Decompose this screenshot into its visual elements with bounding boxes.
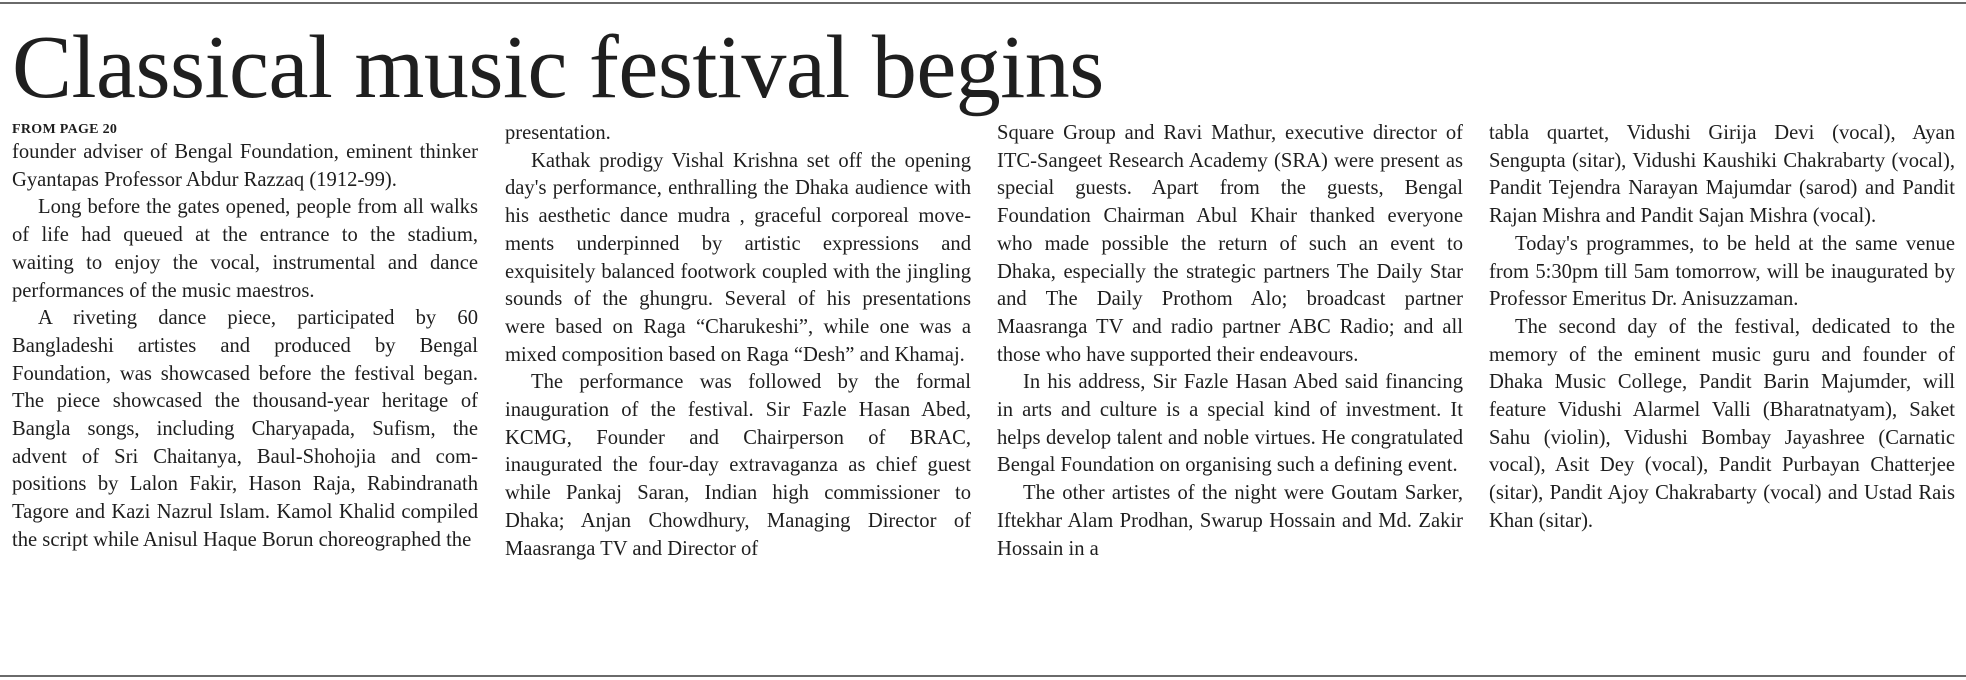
top-rule: [0, 2, 1966, 4]
paragraph: tabla quartet, Vidushi Girija Devi (vocal), Ayan Sengupta (sitar), Vidushi Kaushiki Chakrabarty (vocal), Pandit Tejendra Narayan Majumdar (sarod) and Pandit Rajan Mishra and Pandit Sajan Mishra (vocal).: [1489, 122, 1955, 228]
paragraph: Long before the gates opened, people from all walks of life had queued at the entrance to the stadium, waiting to enjoy the vocal, instrumental and dance performances of the music maestros.: [12, 196, 478, 302]
paragraph: The performance was followed by the formal inauguration of the festival. Sir Fazle Hasan Abed, KCMG, Founder and Chairperson of BRAC, inaugurated the four-day extravaganza as chief guest while Pankaj Saran, Indian high commissioner to Dhaka; Anjan Chowdhury, Managing Director of Maasranga TV and Director of: [505, 371, 971, 560]
article-column-4: [1489, 120, 1955, 670]
paragraph: Kathak prodigy Vishal Krishna set off the opening day's performance, enthralling the Dhaka audience with his aesthetic dance mudra , graceful corporeal movements underpinned by artistic expressions and exquisitely balanced footwork coupled with the jingling sounds of the ghungru. Several of his presentations were based on Raga “Charukeshi”, while one was a mixed composition based on Raga “Desh” and Khamaj.: [505, 149, 971, 366]
paragraph: founder adviser of Bengal Foundation, eminent thinker Gyantapas Professor Abdur Razzaq (1912-99).: [12, 141, 478, 191]
paragraph: Today's programmes, to be held at the same venue from 5:30pm till 5am tomorrow, will be inaugurated by Professor Emeritus Dr. Anisuzzaman.: [1489, 232, 1955, 311]
bottom-rule: [0, 675, 1966, 677]
jump-line: FROM PAGE 20: [12, 122, 118, 137]
article-column-1: [12, 121, 478, 671]
article-headline: Classical music festival begins: [12, 18, 1104, 117]
article-column-2: [505, 120, 971, 670]
paragraph: presentation.: [505, 122, 611, 144]
paragraph: A riveting dance piece, participated by 60 Bangladeshi artistes and produced by Bengal Foundation, was showcased before the festival began. The piece showcased the thousand-year heritage of Bangla songs, including Charyapada, Sufism, the advent of Sri Chaitanya, Baul-Shohojia and compositions by Lalon Fakir, Hason Raja, Rabindranath Tagore and Kazi Nazrul Islam. Kamol Khalid compiled the script while Anisul Haque Borun choreographed the: [12, 307, 478, 551]
paragraph: The second day of the festival, dedicated to the memory of the eminent music guru and founder of Dhaka Music College, Pandit Barin Majumder, will feature Vidushi Alarmel Valli (Bharatnatyam), Saket Sahu (violin), Vidushi Bombay Jayashree (Carnatic vocal), Asit Dey (vocal), Pandit Purbayan Chatterjee (sitar), Pandit Ajoy Chakrabarty (vocal) and Ustad Rais Khan (sitar).: [1489, 315, 1955, 532]
article-column-3: [997, 120, 1463, 670]
paragraph: Square Group and Ravi Mathur, executive director of ITC-Sangeet Research Academy (SRA) were present as special guests. Apart from the guests, Bengal Foundation Chairman Abul Khair thanked everyone who made possible the return of such an event to Dhaka, especially the strategic partners The Daily Star and The Daily Prothom Alo; broadcast partner Maasranga TV and radio partner ABC Radio; and all those who have supported their endeavours.: [997, 122, 1463, 366]
paragraph: In his address, Sir Fazle Hasan Abed said financing in arts and culture is a special kind of investment. It helps develop talent and noble virtues. He congratulated Bengal Foundation on organising such a defining event.: [997, 371, 1463, 477]
paragraph: The other artistes of the night were Goutam Sarker, Iftekhar Alam Prodhan, Swarup Hossain and Md. Zakir Hossain in a: [997, 482, 1463, 560]
